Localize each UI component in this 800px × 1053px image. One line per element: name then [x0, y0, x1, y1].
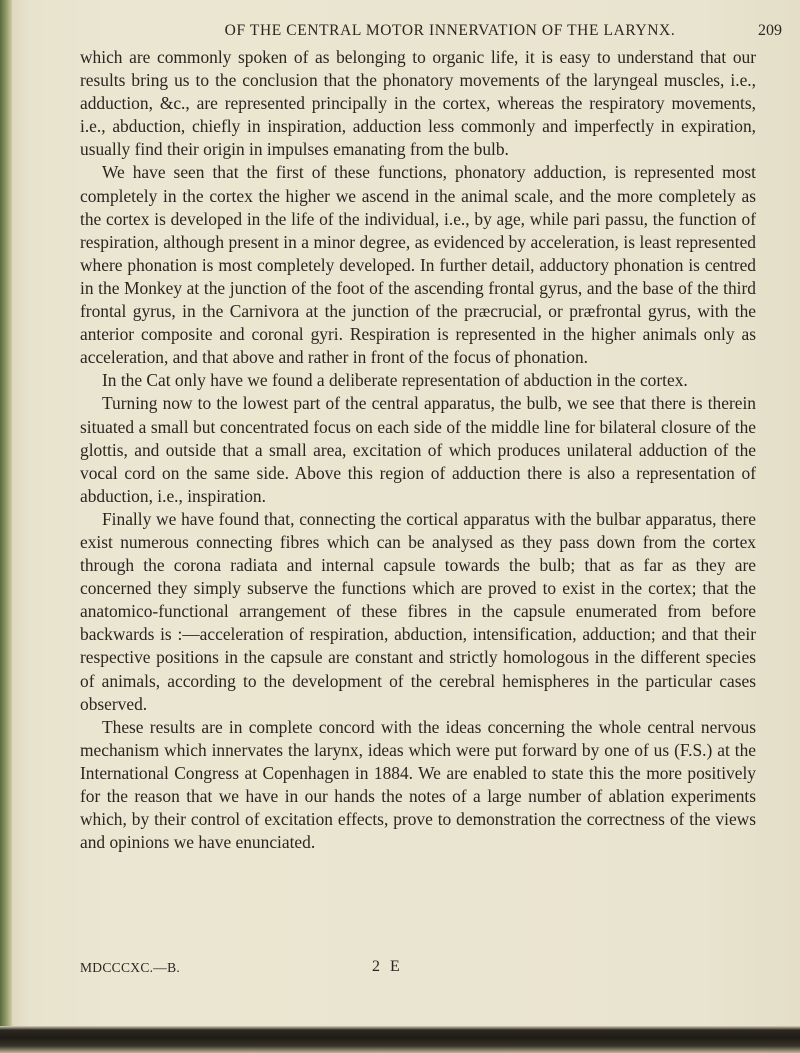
paragraph: We have seen that the first of these functions, phonatory adduction, is represented most completely in the cortex the higher we ascend in the animal scale, and the more completely as the cortex is developed in the life of the individual, i.e., by age, while pari passu, the function of respiration, although present in a minor degree, as evidenced by acceleration, is least represented where phonation is most completely developed. In further detail, adductory phonation is centred in the Monkey at the junction of the foot of the ascending frontal gyrus, and the base of the third frontal gyrus, in the Carnivora at the junction of the præcrucial, or præfrontal gyrus, with the anterior composite and coronal gyri. Respiration is represented in the higher animals only as acceleration, and that above and rather in front of the focus of phonation. — [80, 162, 756, 368]
paragraph: In the Cat only have we found a deliberate representation of abduction in the cortex. — [102, 370, 688, 391]
page-binding-edge — [0, 0, 12, 1053]
sheet-mark: 2 E — [372, 958, 403, 975]
paragraph: which are commonly spoken of as belonging to organic life, it is easy to understand that our results bring us to the conclusion that the phonatory movements of the laryngeal muscles, i.e., adduction, &c., are represented principally in the cortex, whereas the respiratory movements, i.e., abduction, chiefly in inspiration, adduction less commonly and imperfectly in expiration, usually find their origin in impulses emanating from the bulb. — [80, 47, 756, 160]
paragraph: These results are in complete concord with the ideas concerning the whole central nervous mechanism which innervates the larynx, ideas which were put forward by one of us (F.S.) at the International Congress at Copenhagen in 1884. We are enabled to state this the more positively for the reason that we have in our hands the notes of a large number of ablation experiments which, by their control of excitation effects, prove to demonstration the correctness of the views and opinions we have enunciated. — [80, 716, 756, 853]
paragraph: Turning now to the lowest part of the central apparatus, the bulb, we see that there is therein situated a small but concentrated focus on each side of the middle line for bilateral closure of the glottis, and outside that a small area, excitation of which produces unilateral adduction of the vocal cord on the same side. Above this region of adduction there is also a representation of abduction, i.e., inspiration. — [80, 393, 756, 506]
paragraph: Finally we have found that, connecting the cortical apparatus with the bulbar apparatus, there exist numerous connecting fibres which can be analysed as they pass down from the cortex through the corona radiata and internal capsule towards the bulb; that as far as they are concerned they simply subserve the functions which are proved to exist in the cortex; that the anatomico-functional arrangement of these fibres in the capsule enumerated from before backwards is :—acceleration of respiration, abduction, intensification, adduction; and that their respective positions in the capsule are constant and strictly homologous in the different species of animals, according to the development of the cerebral hemispheres in the particular cases observed. — [80, 508, 756, 714]
page-number: 209 — [758, 22, 782, 39]
running-title: OF THE CENTRAL MOTOR INNERVATION OF THE LARYNX. — [224, 22, 676, 39]
body-text — [80, 46, 756, 854]
signature-mark: MDCCCXC.—B. — [80, 960, 181, 975]
page-bottom-edge — [0, 1026, 800, 1053]
